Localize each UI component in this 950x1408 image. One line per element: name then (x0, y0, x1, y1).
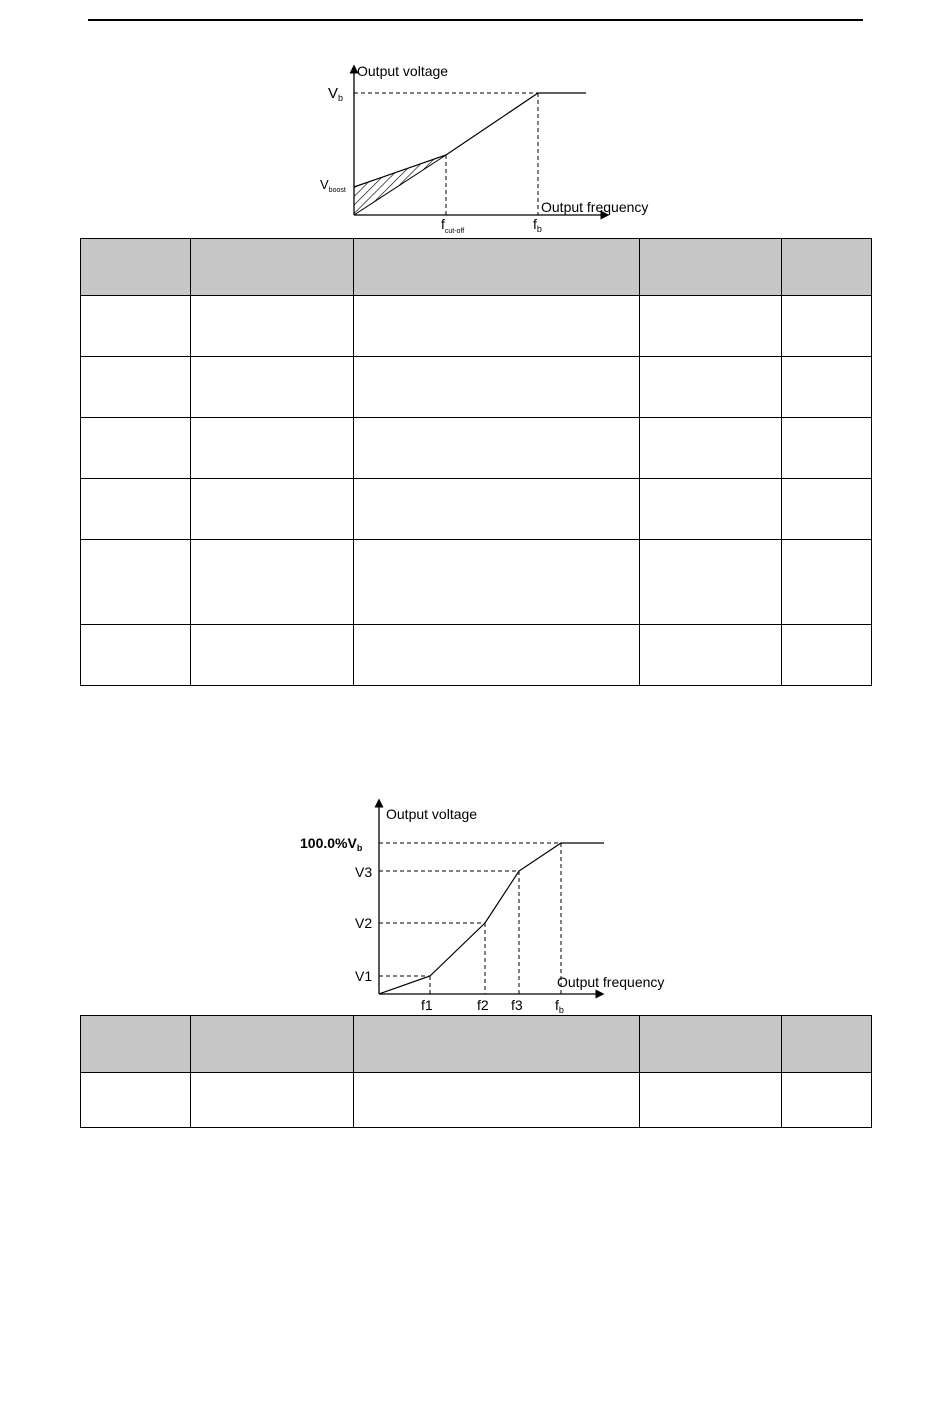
table-cell (191, 296, 354, 357)
header-cell (81, 239, 191, 296)
vb-label: $V_b$ (328, 85, 344, 103)
x-axis-title: Output frequency (541, 199, 649, 215)
header-cell (81, 1016, 191, 1073)
table-row (81, 540, 872, 625)
table-cell (191, 418, 354, 479)
table-header-row (81, 239, 872, 296)
fb-label: $f_b$ (555, 997, 564, 1015)
header-cell (782, 1016, 872, 1073)
table-cell (81, 540, 191, 625)
parameter-table-1 (80, 238, 872, 686)
table-cell (81, 418, 191, 479)
vb-label: $100.0\%V_b$ (300, 835, 363, 853)
table-cell (354, 418, 640, 479)
table-cell (81, 625, 191, 686)
table-cell (81, 296, 191, 357)
header-cell (640, 1016, 782, 1073)
table-row (81, 418, 872, 479)
table-cell (81, 1073, 191, 1128)
table-cell (191, 357, 354, 418)
table-row (81, 625, 872, 686)
table-cell (640, 357, 782, 418)
table-header-row (81, 1016, 872, 1073)
f2-label: f2 (477, 997, 489, 1013)
torque-boost-diagram (300, 55, 680, 240)
table-cell (782, 540, 872, 625)
table-cell (354, 479, 640, 540)
parameter-table-2 (80, 1015, 872, 1128)
header-cell (640, 239, 782, 296)
table-cell (81, 357, 191, 418)
header-cell (191, 239, 354, 296)
v3-label: V3 (355, 864, 373, 880)
header-cell (354, 1016, 640, 1073)
table-cell (191, 540, 354, 625)
table-cell (81, 479, 191, 540)
table-row (81, 296, 872, 357)
page-header-rule (88, 19, 863, 21)
table-cell (640, 1073, 782, 1128)
v2-label: V2 (355, 915, 373, 931)
multi-point-vf-curve (379, 843, 604, 994)
table-cell (782, 1073, 872, 1128)
table-row (81, 357, 872, 418)
header-cell (782, 239, 872, 296)
table-cell (354, 540, 640, 625)
table-cell (640, 625, 782, 686)
multi-point-vf-diagram (295, 797, 705, 1017)
table-cell (782, 479, 872, 540)
table-cell (191, 479, 354, 540)
table-row (81, 1073, 872, 1128)
f3-label: f3 (511, 997, 523, 1013)
table-cell (782, 418, 872, 479)
table-cell (191, 1073, 354, 1128)
header-cell (354, 239, 640, 296)
table-cell (354, 296, 640, 357)
f1-label: f1 (421, 997, 433, 1013)
x-axis-title: Output frequency (557, 974, 665, 990)
y-axis-title: Output voltage (357, 63, 449, 79)
table-cell (354, 357, 640, 418)
v1-label: V1 (355, 968, 373, 984)
y-axis-title: Output voltage (386, 806, 478, 822)
table-cell (782, 625, 872, 686)
header-cell (191, 1016, 354, 1073)
table-cell (640, 418, 782, 479)
vboost-label: $V_{boost}$ (320, 177, 346, 194)
table-cell (782, 296, 872, 357)
table-cell (354, 1073, 640, 1128)
table-cell (191, 625, 354, 686)
table-cell (640, 540, 782, 625)
table-cell (782, 357, 872, 418)
table-cell (354, 625, 640, 686)
table-cell (640, 296, 782, 357)
fcut-label: $f_{cut-off}$ (441, 216, 465, 235)
table-cell (640, 479, 782, 540)
table-row (81, 479, 872, 540)
boosted-vf-curve (354, 93, 586, 187)
fb-label: $f_b$ (533, 216, 542, 234)
